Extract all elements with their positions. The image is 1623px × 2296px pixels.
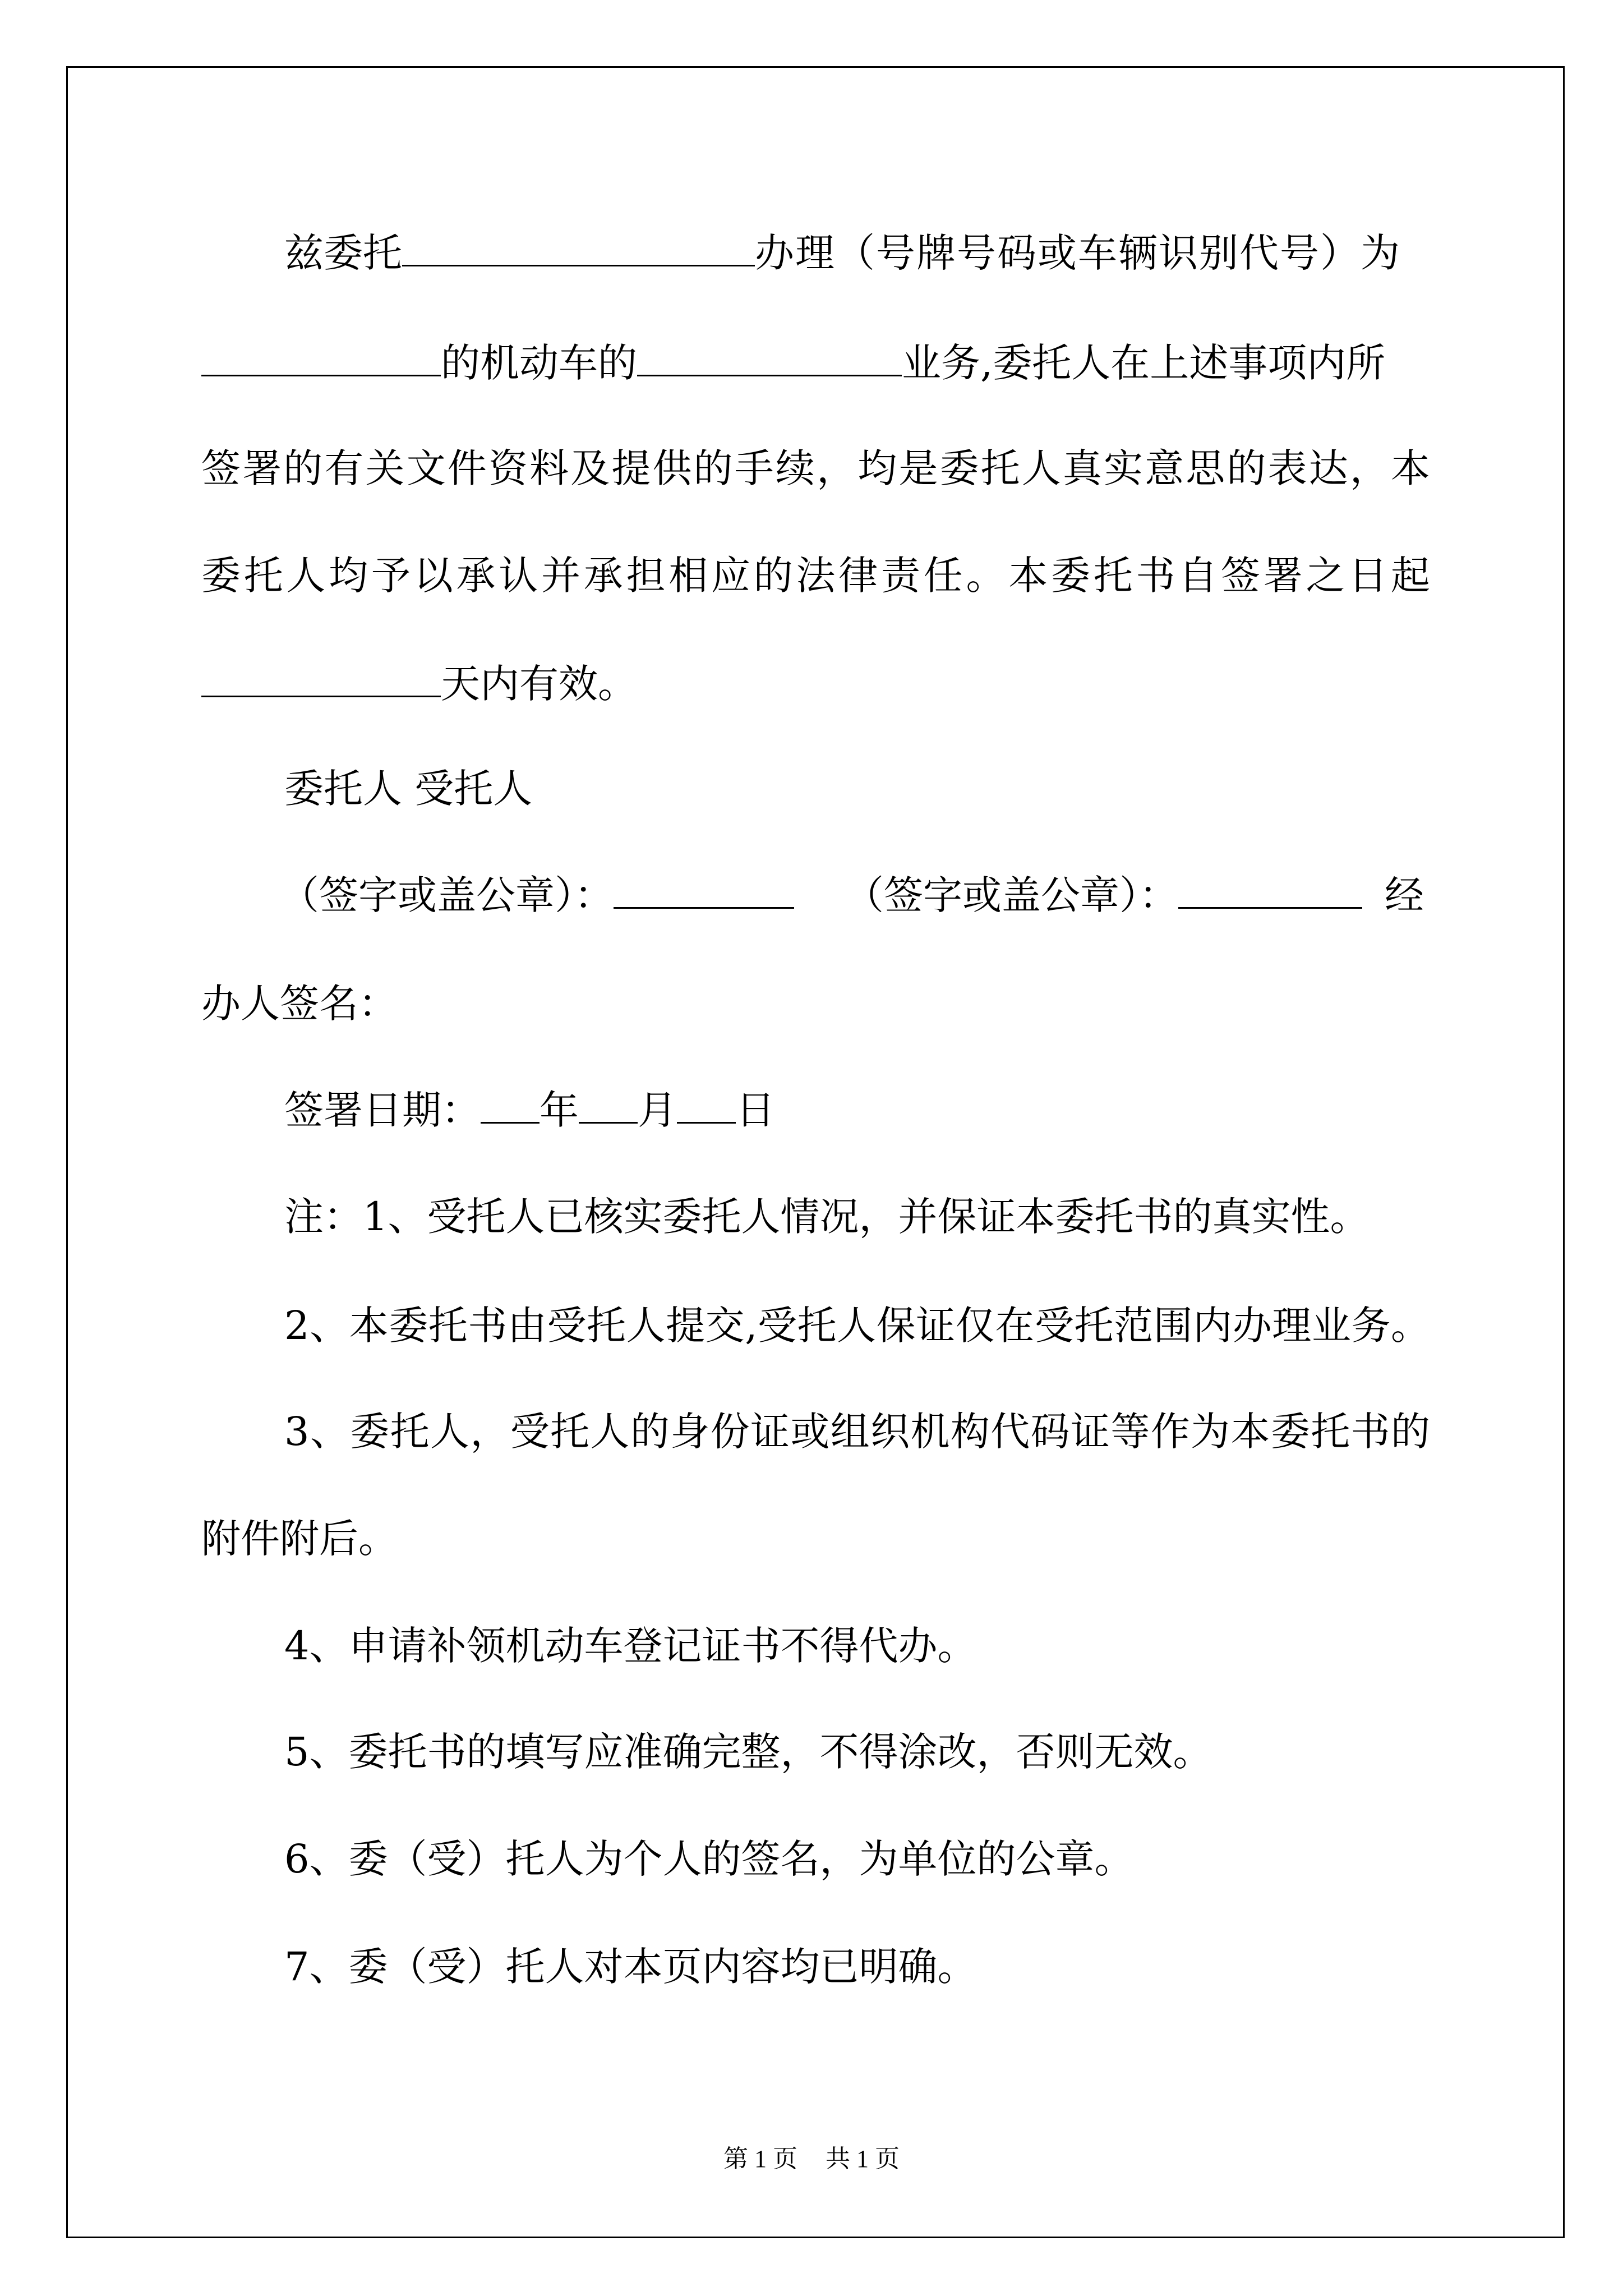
text: 兹委托 — [284, 230, 402, 276]
agent-sign-label: （签字或盖公章）： — [845, 872, 1178, 918]
paragraph-line — [201, 340, 1430, 385]
agent-sign-blank[interactable] — [1178, 872, 1362, 909]
year-blank[interactable] — [481, 1087, 540, 1124]
note-7: 7、委（受）托人对本页内容均已明确。 — [284, 1944, 977, 1990]
text: 业务,委托人在上述事项内所 — [902, 340, 1386, 386]
note-1: 注：1、受托人已核实委托人情况，并保证本委托书的真实性。 — [284, 1194, 1370, 1240]
month-label: 月 — [638, 1087, 677, 1133]
note-2: 2、本委托书由受托人提交,受托人保证仅在受托范围内办理业务。 — [284, 1303, 1430, 1349]
text: 天内有效。 — [441, 661, 637, 707]
blank-trustee[interactable] — [402, 230, 755, 266]
principal-sign-label: （签字或盖公章）： — [280, 872, 614, 918]
page-total: 共 1 页 — [826, 2145, 900, 2173]
principal-sign-blank[interactable] — [614, 872, 794, 909]
text: 经 — [1385, 872, 1424, 918]
page-footer — [0, 2138, 1623, 2174]
blank-business[interactable] — [637, 340, 902, 376]
text: 的机动车的 — [441, 340, 637, 386]
day-blank[interactable] — [677, 1087, 736, 1124]
note-3-cont: 附件附后。 — [201, 1516, 398, 1562]
paragraph-line — [201, 230, 1430, 275]
paragraph-line — [201, 661, 1430, 706]
month-blank[interactable] — [579, 1087, 638, 1124]
note-3: 3、委托人，受托人的身份证或组织机构代码证等作为本委托书的 — [284, 1409, 1430, 1455]
date-line — [201, 1087, 1430, 1132]
blank-plate-number[interactable] — [201, 340, 441, 376]
day-label: 日 — [736, 1087, 775, 1133]
page-border — [66, 66, 1565, 2238]
handler-sign-label: 办人签名： — [201, 981, 398, 1027]
year-label: 年 — [540, 1087, 579, 1133]
note-6: 6、委（受）托人为个人的签名，为单位的公章。 — [284, 1836, 1134, 1882]
note-4: 4、申请补领机动车登记证书不得代办。 — [284, 1623, 977, 1669]
parties-label: 委托人 受托人 — [284, 766, 533, 812]
date-label: 签署日期： — [284, 1087, 481, 1133]
paragraph-line: 委托人均予以承认并承担相应的法律责任。本委托书自签署之日起 — [201, 553, 1430, 599]
paragraph-line: 签署的有关文件资料及提供的手续，均是委托人真实意思的表达，本 — [201, 445, 1430, 491]
signature-line — [201, 872, 1430, 917]
note-5: 5、委托书的填写应准确完整，不得涂改，否则无效。 — [284, 1729, 1212, 1775]
text: 办理（号牌号码或车辆识别代号）为 — [755, 230, 1401, 276]
blank-days[interactable] — [201, 661, 441, 697]
page-number: 第 1 页 — [723, 2145, 797, 2173]
